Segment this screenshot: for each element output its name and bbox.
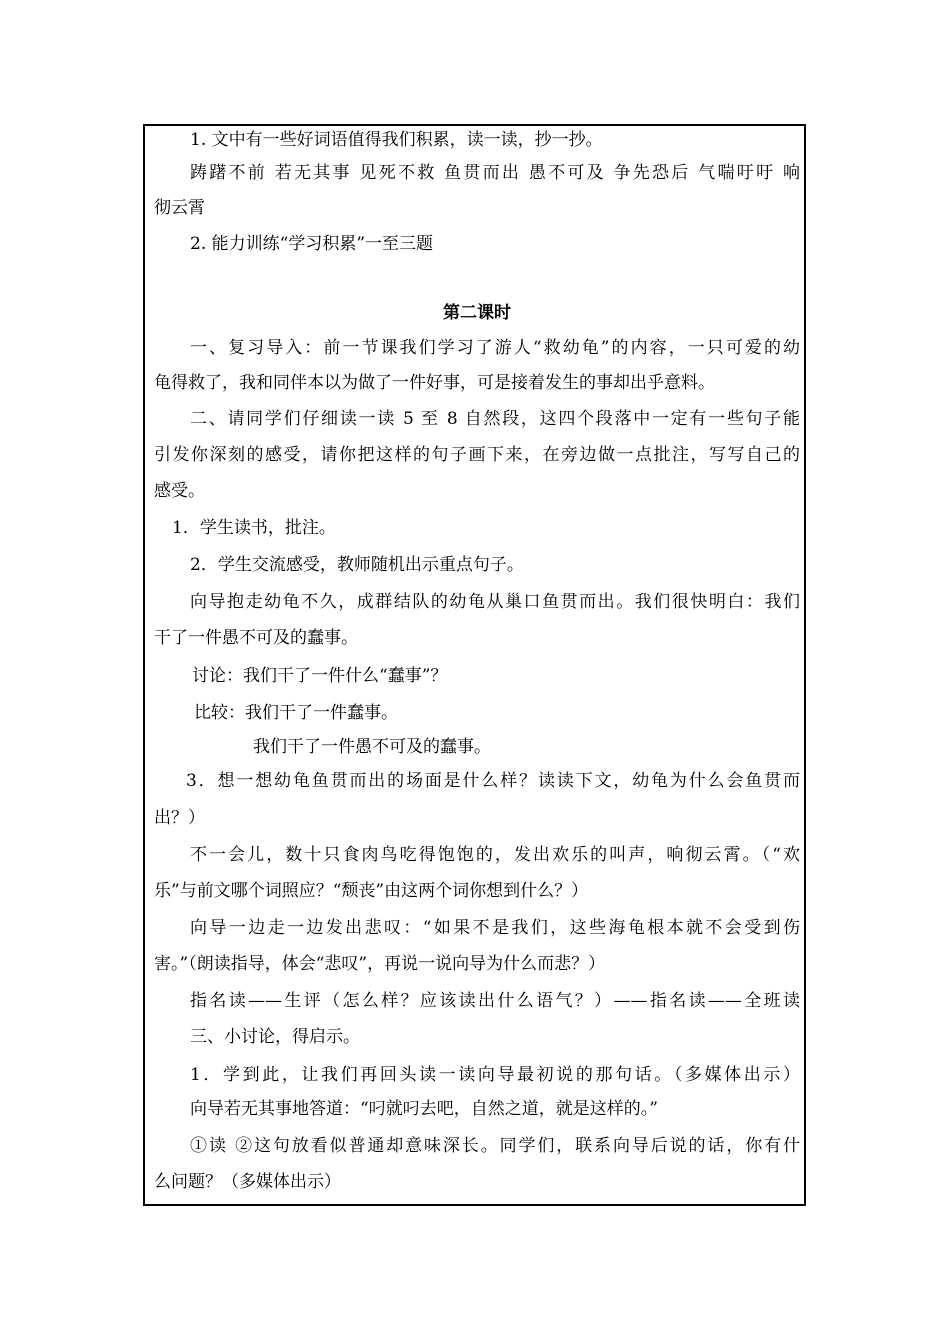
text-line: 3．想一想幼龟鱼贯而出的场面是什么样？读读下文，幼龟为什么会鱼贯而: [186, 771, 800, 791]
text-line: 引发你深刻的感受，请你把这样的句子画下来，在旁边做一点批注，写写自己的: [154, 445, 800, 465]
text-line: 么问题？（多媒体出示）: [154, 1172, 341, 1192]
text-line: 向导抱走幼龟不久，成群结队的幼龟从巢口鱼贯而出。我们很快明白：我们: [190, 592, 800, 612]
text-line: 不一会儿，数十只食肉鸟吃得饱饱的，发出欢乐的叫声，响彻云霄。（“欢: [190, 845, 800, 865]
text-line: 彻云霄: [154, 198, 205, 218]
text-line: 乐”与前文哪个词照应？“颓丧”由这两个词你想到什么？）: [154, 881, 589, 901]
text-line: 2. 能力训练“学习积累”一至三题: [190, 234, 434, 254]
text-line: 1. 文中有一些好词语值得我们积累，读一读，抄一抄。: [190, 130, 603, 150]
text-line: 三、小讨论，得启示。: [190, 1027, 360, 1047]
text-line: 向导一边走一边发出悲叹：“如果不是我们，这些海龟根本就不会受到伤: [190, 918, 800, 938]
text-line: 2．学生交流感受，教师随机出示重点句子。: [190, 555, 524, 575]
text-line: ①读 ②这句放看似普通却意味深长。同学们，联系向导后说的话，你有什: [190, 1136, 800, 1156]
text-line: 害。”（朗读指导，体会“悲叹”，再说一说向导为什么而悲？）: [154, 954, 606, 974]
text-line: 龟得救了，我和同伴本以为做了一件好事，可是接着发生的事却出乎意料。: [154, 373, 715, 393]
text-line: 指名读——生评（怎么样？应该读出什么语气？）——指名读——全班读: [190, 991, 800, 1011]
text-line: 感受。: [154, 481, 205, 501]
text-line: 踌躇不前 若无其事 见死不救 鱼贯而出 愚不可及 争先恐后 气喘吁吁 响: [190, 163, 800, 183]
text-line: 出？）: [154, 808, 205, 828]
text-line: 向导若无其事地答道：“叼就叼去吧，自然之道，就是这样的。”: [190, 1099, 658, 1119]
text-line: 我们干了一件愚不可及的蠢事。: [253, 737, 491, 757]
text-line: 干了一件愚不可及的蠢事。: [154, 628, 358, 648]
text-line: 二、请同学们仔细读一读 5 至 8 自然段，这四个段落中一定有一些句子能: [190, 409, 800, 429]
text-line: 1．学到此，让我们再回头读一读向导最初说的那句话。（多媒体出示）: [190, 1065, 800, 1085]
text-line: 比较：我们干了一件蠢事。: [194, 703, 398, 723]
text-line: 讨论：我们干了一件什么“蠢事”？: [192, 666, 448, 686]
text-line: 一、复习导入：前一节课我们学习了游人“救幼龟”的内容，一只可爱的幼: [190, 338, 800, 358]
section-title: 第二课时: [443, 303, 511, 323]
text-line: 1．学生读书，批注。: [172, 518, 336, 538]
